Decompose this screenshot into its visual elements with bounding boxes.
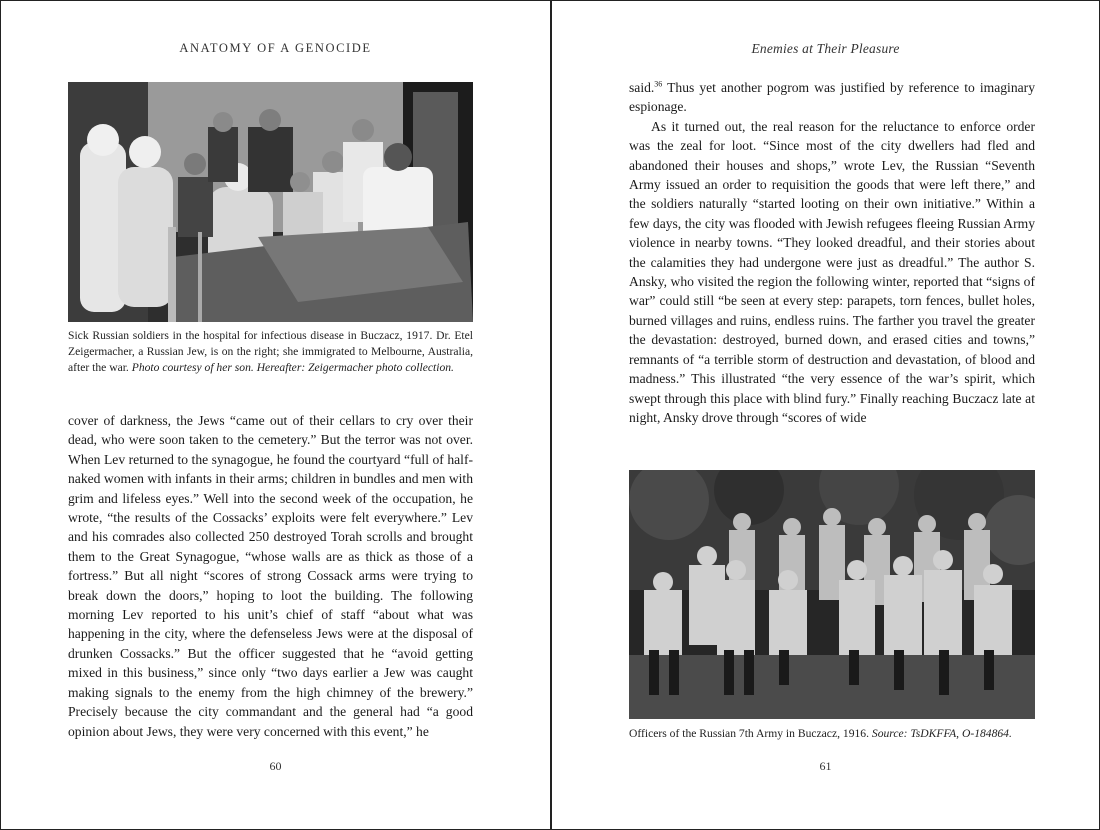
right-body-text [629,78,1035,427]
hospital-photo-caption [68,328,473,376]
caption-credit-text: Source: TsDKFFA, O-184864. [871,727,1012,740]
right-page [552,1,1099,829]
caption-credit-text: Photo courtesy of her son. Hereafter: Zeigermacher photo collection. [131,361,454,374]
hospital-photo [68,82,473,322]
body-paragraph-2: As it turned out, the real reason for the reluctance to enforce order was the zeal for loot. “Since most of the city dwellers had fled and abandoned their houses and shops,” wrote Lev, the Russian “Seventh Army issued an order to requisition the goods that were left there,” and the soldiers naturally “started looting on their own initiative.” Within a few days, the city was flooded with Jewish refugees fleeing Russian Army violence in nearby towns. “They looked dreadful, and their stories about the calamities they had undergone were just as dreadful.” The author S. Ansky, who visited the region the following winter, reported that “signs of war” could still “be seen at every step: parapets, torn fences, bullet holes, burned villages and ruins, endless ruins. The farther you travel the greater the devastation: destroyed, burned down, and erased cities and towns,” remnants of “a terrible storm of destruction and devastation, of blood and madness.” This illustrated “the very essence of the war’s spirit, which swept through this place with blind fury.” Finally reaching Buczacz late at night, Ansky drove through “scores of wide [629,118,1035,425]
officers-photo-caption [629,726,1035,742]
footnote-marker: 36 [654,79,663,89]
hospital-photo-image [68,82,473,322]
page-number-left: 60 [269,759,282,773]
caption-main-text: Sick Russian soldiers in the hospital for infectious disease in Buczacz, 1917. Dr. Etel Zeigermacher, a Russian Jew, is on the right; she immigrated to Melbourne, Australia, after the war. [68,329,473,374]
officers-photo [629,470,1035,719]
caption-main-text: Officers of the Russian 7th Army in Buczacz, 1916. [629,727,869,740]
body-paragraph-1 [629,78,1035,117]
paragraph-1-start: said. [629,80,655,95]
paragraph-1-rest: Thus yet another pogrom was justified by reference to imaginary espionage. [629,80,1035,115]
left-body-text [68,411,473,741]
running-head-left: ANATOMY OF A GENOCIDE [179,41,372,55]
officers-photo-image [629,470,1035,719]
page-number-right: 61 [819,759,832,773]
running-head-right: Enemies at Their Pleasure [751,41,900,56]
body-paragraph: cover of darkness, the Jews “came out of their cellars to cry over their dead, who were soon taken to the cemetery.” But the terror was not over. When Lev returned to the synagogue, he found the courtyard “full of half-naked women with infants in their arms; children in bundles and men with grim and lifeless eyes.” Well into the second week of the occupation, he wrote, “the results of the Cossacks’ exploits were felt everywhere.” Lev and his comrades also collected 250 destroyed Torah scrolls and brought them to the Great Synagogue, “whose walls are as thick as those of a fortress.” But all night “scores of strong Cossack arms were trying to break down the doors,” hoping to loot the building. The following morning Lev reported to his unit’s chief of staff “about what was happening in the city, where the defenseless Jews were at the disposal of drunken Cossacks.” But the officer suggested that he “avoid getting mixed in this business,” since only “two days earlier a Jew was caught making signals to the enemy from the high chimney of the brewery.” Precisely because the city commandant and the general had “a good opinion about Jews, they were very concerned with this event,” he [68,413,473,739]
left-page [1,1,550,829]
